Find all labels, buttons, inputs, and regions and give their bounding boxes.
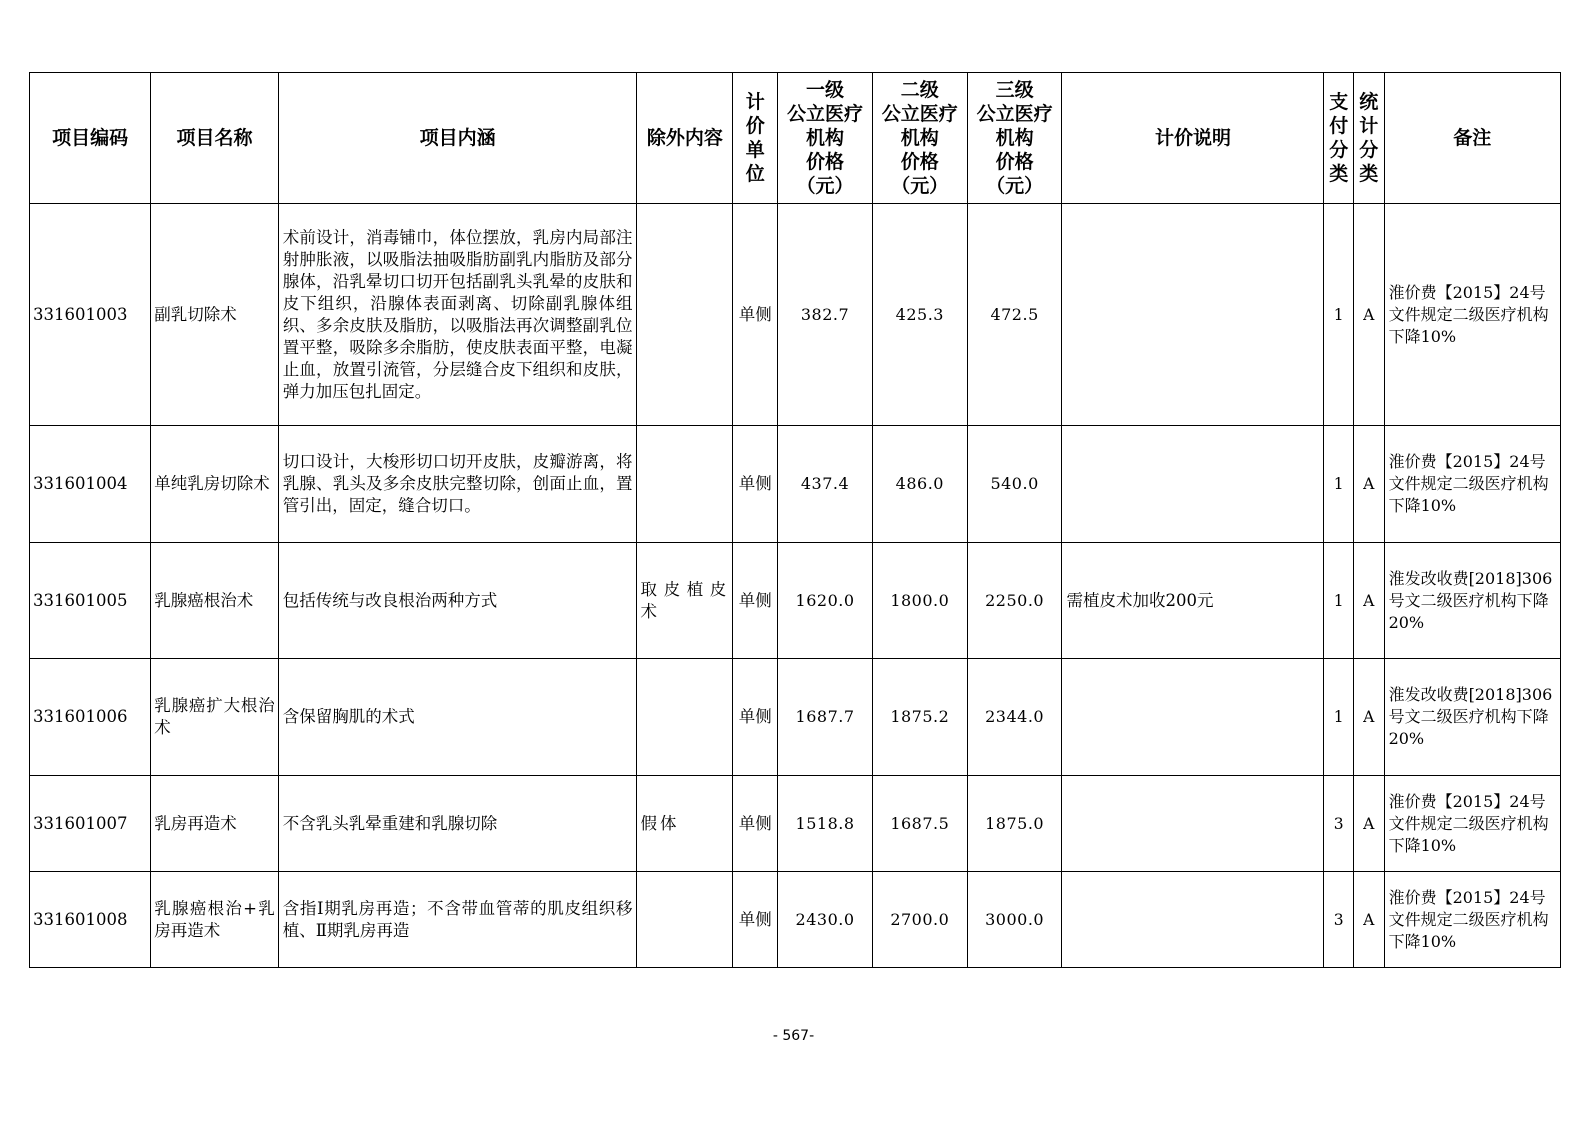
cell-price-level3: 2250.0 xyxy=(967,543,1062,659)
cell-price-level1: 1620.0 xyxy=(778,543,873,659)
cell-payment: 1 xyxy=(1324,204,1354,426)
header-price-level3-line: 价格 xyxy=(995,151,1034,173)
cell-unit: 单侧 xyxy=(733,543,778,659)
cell-price-level3: 472.5 xyxy=(967,204,1062,426)
cell-price-level1: 1687.7 xyxy=(778,659,873,776)
cell-stat: A xyxy=(1353,776,1384,872)
header-price-level2-line: 机构 xyxy=(900,127,939,149)
cell-note xyxy=(1062,776,1324,872)
header-price-level1 xyxy=(778,73,873,204)
cell-name: 乳腺癌根治术 xyxy=(151,543,278,659)
cell-exclusion xyxy=(637,659,733,776)
cell-exclusion: 假体 xyxy=(637,776,733,872)
cell-name: 乳腺癌扩大根治术 xyxy=(151,659,278,776)
cell-unit: 单侧 xyxy=(733,776,778,872)
cell-stat: A xyxy=(1353,426,1384,543)
header-payment-text: 支付分类 xyxy=(1329,91,1349,185)
cell-name: 乳房再造术 xyxy=(151,776,278,872)
cell-note xyxy=(1062,204,1324,426)
price-table-sheet xyxy=(29,72,1561,968)
header-payment xyxy=(1324,73,1354,204)
cell-price-level2: 1687.5 xyxy=(872,776,967,872)
cell-remark: 淮发改收费[2018]306号文二级医疗机构下降20% xyxy=(1384,659,1560,776)
cell-payment: 1 xyxy=(1324,426,1354,543)
header-price-level1-line: 一级 xyxy=(806,79,845,101)
header-price-level3-line: （元） xyxy=(986,175,1044,197)
header-price-level3-line: 公立医疗 xyxy=(976,103,1053,125)
header-price-level2-line: 公立医疗 xyxy=(881,103,958,125)
cell-unit: 单侧 xyxy=(733,872,778,968)
cell-price-level3: 2344.0 xyxy=(967,659,1062,776)
cell-payment: 1 xyxy=(1324,543,1354,659)
cell-price-level2: 1800.0 xyxy=(872,543,967,659)
header-price-level1-line: 公立医疗 xyxy=(787,103,864,125)
cell-remark: 淮发改收费[2018]306号文二级医疗机构下降20% xyxy=(1384,543,1560,659)
header-unit xyxy=(733,73,778,204)
cell-price-level1: 437.4 xyxy=(778,426,873,543)
cell-payment: 1 xyxy=(1324,659,1354,776)
cell-code: 331601006 xyxy=(30,659,151,776)
cell-name: 副乳切除术 xyxy=(151,204,278,426)
cell-price-level1: 1518.8 xyxy=(778,776,873,872)
cell-code: 331601007 xyxy=(30,776,151,872)
cell-note xyxy=(1062,872,1324,968)
table-row xyxy=(30,776,1561,872)
cell-note: 需植皮术加收200元 xyxy=(1062,543,1324,659)
header-price-level3-line: 三级 xyxy=(995,79,1034,101)
header-price-level3-line: 机构 xyxy=(995,127,1034,149)
header-stat-text: 统计分类 xyxy=(1359,91,1379,185)
header-name: 项目名称 xyxy=(151,73,278,204)
cell-stat: A xyxy=(1353,543,1384,659)
cell-remark: 淮价费【2015】24号文件规定二级医疗机构下降10% xyxy=(1384,776,1560,872)
header-exclusion: 除外内容 xyxy=(637,73,733,204)
table-header-row xyxy=(30,73,1561,204)
header-code: 项目编码 xyxy=(30,73,151,204)
cell-payment: 3 xyxy=(1324,776,1354,872)
cell-note xyxy=(1062,659,1324,776)
cell-content: 包括传统与改良根治两种方式 xyxy=(278,543,637,659)
page-number: - 567- xyxy=(772,1028,815,1044)
cell-price-level1: 2430.0 xyxy=(778,872,873,968)
cell-code: 331601003 xyxy=(30,204,151,426)
cell-exclusion xyxy=(637,426,733,543)
header-price-level3 xyxy=(967,73,1062,204)
table-row xyxy=(30,872,1561,968)
header-remark: 备注 xyxy=(1384,73,1560,204)
cell-note xyxy=(1062,426,1324,543)
cell-price-level2: 2700.0 xyxy=(872,872,967,968)
header-price-level1-line: 机构 xyxy=(806,127,845,149)
cell-content: 术前设计，消毒铺巾，体位摆放，乳房内局部注射肿胀液，以吸脂法抽吸脂肪副乳内脂肪及部分腺体，沿乳晕切口切开包括副乳头乳晕的皮肤和皮下组织，沿腺体表面剥离、切除副乳腺体组织、多余皮肤及脂肪，以吸脂法再次调整副乳位置平整，吸除多余脂肪，使皮肤表面平整，电凝止血，放置引流管，分层缝合皮下组织和皮肤，弹力加压包扎固定。 xyxy=(278,204,637,426)
cell-unit: 单侧 xyxy=(733,204,778,426)
cell-price-level2: 486.0 xyxy=(872,426,967,543)
cell-unit: 单侧 xyxy=(733,659,778,776)
header-note: 计价说明 xyxy=(1062,73,1324,204)
cell-price-level3: 1875.0 xyxy=(967,776,1062,872)
header-price-level2-line: （元） xyxy=(891,175,949,197)
header-price-level2 xyxy=(872,73,967,204)
cell-code: 331601008 xyxy=(30,872,151,968)
header-price-level2-line: 价格 xyxy=(900,151,939,173)
header-stat xyxy=(1353,73,1384,204)
cell-stat: A xyxy=(1353,872,1384,968)
cell-content: 不含乳头乳晕重建和乳腺切除 xyxy=(278,776,637,872)
cell-price-level1: 382.7 xyxy=(778,204,873,426)
price-table xyxy=(29,72,1561,968)
cell-price-level3: 3000.0 xyxy=(967,872,1062,968)
table-row xyxy=(30,204,1561,426)
cell-code: 331601005 xyxy=(30,543,151,659)
table-row xyxy=(30,426,1561,543)
cell-code: 331601004 xyxy=(30,426,151,543)
cell-content: 切口设计，大梭形切口切开皮肤，皮瓣游离，将乳腺、乳头及多余皮肤完整切除，创面止血，置管引出，固定，缝合切口。 xyxy=(278,426,637,543)
cell-remark: 淮价费【2015】24号文件规定二级医疗机构下降10% xyxy=(1384,426,1560,543)
header-content: 项目内涵 xyxy=(278,73,637,204)
cell-name: 乳腺癌根治+乳房再造术 xyxy=(151,872,278,968)
header-price-level2-line: 二级 xyxy=(900,79,939,101)
cell-payment: 3 xyxy=(1324,872,1354,968)
cell-price-level2: 425.3 xyxy=(872,204,967,426)
cell-name: 单纯乳房切除术 xyxy=(151,426,278,543)
table-row xyxy=(30,659,1561,776)
cell-stat: A xyxy=(1353,659,1384,776)
cell-price-level2: 1875.2 xyxy=(872,659,967,776)
cell-stat: A xyxy=(1353,204,1384,426)
header-price-level1-line: 价格 xyxy=(806,151,845,173)
header-price-level1-line: （元） xyxy=(796,175,854,197)
cell-price-level3: 540.0 xyxy=(967,426,1062,543)
cell-content: 含指Ⅰ期乳房再造；不含带血管蒂的肌皮组织移植、Ⅱ期乳房再造 xyxy=(278,872,637,968)
cell-remark: 淮价费【2015】24号文件规定二级医疗机构下降10% xyxy=(1384,872,1560,968)
header-unit-text: 计价单位 xyxy=(745,91,765,185)
cell-exclusion: 取皮植皮术 xyxy=(637,543,733,659)
cell-exclusion xyxy=(637,872,733,968)
cell-content: 含保留胸肌的术式 xyxy=(278,659,637,776)
cell-exclusion xyxy=(637,204,733,426)
table-row xyxy=(30,543,1561,659)
cell-remark: 淮价费【2015】24号文件规定二级医疗机构下降10% xyxy=(1384,204,1560,426)
cell-unit: 单侧 xyxy=(733,426,778,543)
